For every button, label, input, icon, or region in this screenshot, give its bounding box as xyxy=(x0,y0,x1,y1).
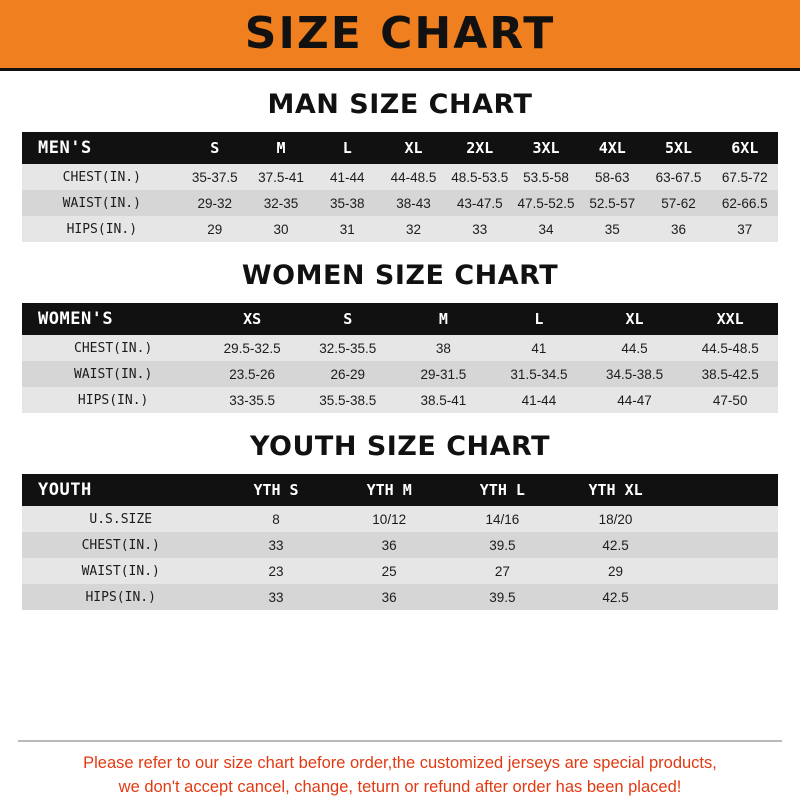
youth-r2c2: 27 xyxy=(446,558,559,584)
disclaimer-note xyxy=(18,740,782,800)
youth-r0-spacer xyxy=(672,506,778,532)
youth-corner-label: YOUTH xyxy=(22,474,219,506)
women-col-1: S xyxy=(300,303,396,335)
men-section-title: MAN SIZE CHART xyxy=(267,89,533,120)
charts-container xyxy=(0,71,800,726)
men-r0c7: 63-67.5 xyxy=(645,164,711,190)
youth-r1-spacer xyxy=(672,532,778,558)
youth-row-0-label: U.S.SIZE xyxy=(22,506,219,532)
youth-table-body xyxy=(22,506,778,610)
women-row-2-label: HIPS(IN.) xyxy=(22,387,204,413)
women-col-2: M xyxy=(396,303,492,335)
youth-r2c1: 25 xyxy=(333,558,446,584)
men-row-2-label: HIPS(IN.) xyxy=(22,216,182,242)
men-col-1: M xyxy=(248,132,314,164)
men-r1c5: 47.5-52.5 xyxy=(513,190,579,216)
women-r2c5: 47-50 xyxy=(682,387,778,413)
table-header-row xyxy=(22,474,778,506)
men-row-1-label: WAIST(IN.) xyxy=(22,190,182,216)
table-header-row xyxy=(22,132,778,164)
women-r0c1: 32.5-35.5 xyxy=(300,335,396,361)
men-col-7: 5XL xyxy=(645,132,711,164)
table-row xyxy=(22,216,778,242)
women-section xyxy=(22,260,778,413)
women-col-5: XXL xyxy=(682,303,778,335)
women-r2c2: 38.5-41 xyxy=(396,387,492,413)
youth-col-1: YTH M xyxy=(333,474,446,506)
men-r0c3: 44-48.5 xyxy=(380,164,446,190)
youth-r2c0: 23 xyxy=(219,558,332,584)
women-col-0: XS xyxy=(204,303,300,335)
youth-r2c3: 29 xyxy=(559,558,672,584)
youth-row-3-label: HIPS(IN.) xyxy=(22,584,219,610)
women-r0c2: 38 xyxy=(396,335,492,361)
men-col-6: 4XL xyxy=(579,132,645,164)
men-corner-label: MEN'S xyxy=(22,132,182,164)
youth-r0c3: 18/20 xyxy=(559,506,672,532)
youth-col-spacer xyxy=(672,474,778,506)
youth-r3-spacer xyxy=(672,584,778,610)
men-r1c8: 62-66.5 xyxy=(712,190,778,216)
men-r0c6: 58-63 xyxy=(579,164,645,190)
men-col-0: S xyxy=(182,132,248,164)
women-r0c4: 44.5 xyxy=(587,335,683,361)
men-r1c3: 38-43 xyxy=(380,190,446,216)
men-r2c2: 31 xyxy=(314,216,380,242)
men-col-3: XL xyxy=(380,132,446,164)
men-row-0-label: CHEST(IN.) xyxy=(22,164,182,190)
youth-col-2: YTH L xyxy=(446,474,559,506)
youth-row-1-label: CHEST(IN.) xyxy=(22,532,219,558)
women-r1c3: 31.5-34.5 xyxy=(491,361,587,387)
table-row xyxy=(22,558,778,584)
men-col-5: 3XL xyxy=(513,132,579,164)
men-r0c5: 53.5-58 xyxy=(513,164,579,190)
women-r1c0: 23.5-26 xyxy=(204,361,300,387)
disclaimer-line-1: Please refer to our size chart before order,the customized jerseys are special products, xyxy=(83,754,717,773)
women-row-1-label: WAIST(IN.) xyxy=(22,361,204,387)
women-r1c2: 29-31.5 xyxy=(396,361,492,387)
youth-section xyxy=(22,431,778,610)
men-col-2: L xyxy=(314,132,380,164)
women-col-3: L xyxy=(491,303,587,335)
women-r2c0: 33-35.5 xyxy=(204,387,300,413)
youth-r1c2: 39.5 xyxy=(446,532,559,558)
men-section xyxy=(22,89,778,242)
table-row xyxy=(22,164,778,190)
youth-section-title: YOUTH SIZE CHART xyxy=(249,431,551,462)
youth-col-3: YTH XL xyxy=(559,474,672,506)
youth-r0c0: 8 xyxy=(219,506,332,532)
men-r0c8: 67.5-72 xyxy=(712,164,778,190)
youth-size-table xyxy=(22,474,778,610)
men-r1c2: 35-38 xyxy=(314,190,380,216)
youth-r1c1: 36 xyxy=(333,532,446,558)
women-table-head xyxy=(22,303,778,335)
women-r0c5: 44.5-48.5 xyxy=(682,335,778,361)
men-col-8: 6XL xyxy=(712,132,778,164)
disclaimer-line-2: we don't accept cancel, change, teturn or refund after order has been placed! xyxy=(118,778,682,797)
women-size-table xyxy=(22,303,778,413)
youth-r0c1: 10/12 xyxy=(333,506,446,532)
women-row-0-label: CHEST(IN.) xyxy=(22,335,204,361)
youth-r3c0: 33 xyxy=(219,584,332,610)
youth-r3c3: 42.5 xyxy=(559,584,672,610)
table-header-row xyxy=(22,303,778,335)
table-row xyxy=(22,584,778,610)
men-r2c3: 32 xyxy=(380,216,446,242)
men-r2c5: 34 xyxy=(513,216,579,242)
table-row xyxy=(22,506,778,532)
women-table-body xyxy=(22,335,778,413)
men-r0c1: 37.5-41 xyxy=(248,164,314,190)
women-r0c3: 41 xyxy=(491,335,587,361)
youth-r3c1: 36 xyxy=(333,584,446,610)
page-title: SIZE CHART xyxy=(244,8,556,59)
men-r0c4: 48.5-53.5 xyxy=(447,164,513,190)
men-r1c0: 29-32 xyxy=(182,190,248,216)
table-row xyxy=(22,335,778,361)
women-r2c3: 41-44 xyxy=(491,387,587,413)
men-table-head xyxy=(22,132,778,164)
men-r1c6: 52.5-57 xyxy=(579,190,645,216)
youth-r1c0: 33 xyxy=(219,532,332,558)
table-row xyxy=(22,532,778,558)
page-header xyxy=(0,0,800,71)
men-r2c1: 30 xyxy=(248,216,314,242)
youth-r0c2: 14/16 xyxy=(446,506,559,532)
women-r1c5: 38.5-42.5 xyxy=(682,361,778,387)
women-r2c4: 44-47 xyxy=(587,387,683,413)
men-r0c0: 35-37.5 xyxy=(182,164,248,190)
youth-r3c2: 39.5 xyxy=(446,584,559,610)
table-row xyxy=(22,190,778,216)
youth-table-head xyxy=(22,474,778,506)
women-r1c1: 26-29 xyxy=(300,361,396,387)
youth-col-0: YTH S xyxy=(219,474,332,506)
men-r1c7: 57-62 xyxy=(645,190,711,216)
men-size-table xyxy=(22,132,778,242)
women-section-title: WOMEN SIZE CHART xyxy=(241,260,559,291)
men-r2c6: 35 xyxy=(579,216,645,242)
men-r1c1: 32-35 xyxy=(248,190,314,216)
youth-row-2-label: WAIST(IN.) xyxy=(22,558,219,584)
men-r2c4: 33 xyxy=(447,216,513,242)
women-r1c4: 34.5-38.5 xyxy=(587,361,683,387)
youth-r1c3: 42.5 xyxy=(559,532,672,558)
men-col-4: 2XL xyxy=(447,132,513,164)
men-r1c4: 43-47.5 xyxy=(447,190,513,216)
women-col-4: XL xyxy=(587,303,683,335)
women-corner-label: WOMEN'S xyxy=(22,303,204,335)
women-r2c1: 35.5-38.5 xyxy=(300,387,396,413)
men-table-body xyxy=(22,164,778,242)
youth-r2-spacer xyxy=(672,558,778,584)
men-r2c7: 36 xyxy=(645,216,711,242)
table-row xyxy=(22,361,778,387)
men-r2c0: 29 xyxy=(182,216,248,242)
men-r2c8: 37 xyxy=(712,216,778,242)
table-row xyxy=(22,387,778,413)
women-r0c0: 29.5-32.5 xyxy=(204,335,300,361)
men-r0c2: 41-44 xyxy=(314,164,380,190)
